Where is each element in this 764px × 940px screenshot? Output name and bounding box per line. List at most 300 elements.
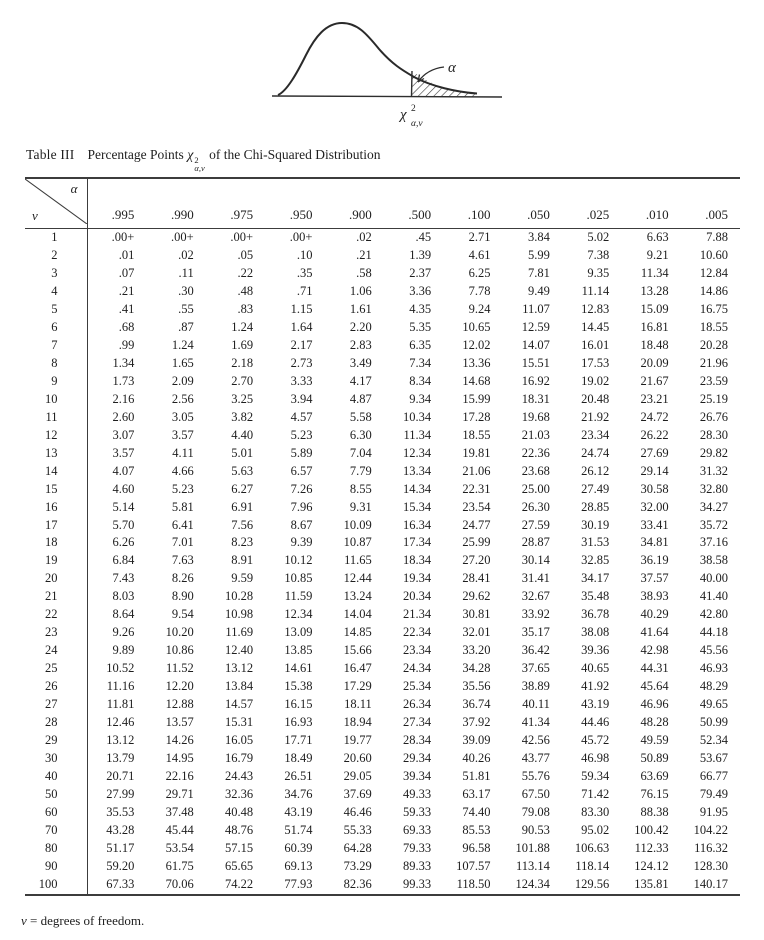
value-cell: 15.09 — [640, 301, 669, 316]
value-cell: 3.82 — [231, 409, 254, 424]
df-cell: 21 — [25, 588, 87, 606]
value-cell: 3.49 — [349, 355, 372, 370]
value-cell: .71 — [296, 283, 313, 298]
value-cell: 29.62 — [462, 589, 491, 604]
value-cell: 15.38 — [284, 679, 313, 694]
value-cell: 10.98 — [224, 607, 254, 622]
value-cell: 71.42 — [581, 787, 610, 802]
df-cell: 100 — [25, 876, 87, 895]
value-cell: 124.12 — [634, 858, 669, 873]
value-cell: 14.45 — [581, 319, 610, 334]
value-cell: 35.17 — [521, 625, 550, 640]
value-cell: 16.15 — [284, 697, 313, 712]
value-cell: 3.36 — [409, 283, 432, 298]
value-cell: 1.24 — [231, 319, 254, 334]
table-row — [25, 373, 740, 391]
value-cell: 74.40 — [462, 805, 491, 819]
value-cell: .07 — [118, 265, 135, 280]
alpha-label: α — [448, 60, 456, 76]
value-cell: 44.46 — [581, 715, 610, 730]
value-cell: 14.07 — [521, 337, 550, 352]
value-cell: 7.88 — [706, 230, 728, 244]
value-cell: 2.70 — [231, 373, 254, 388]
value-cell: 15.31 — [224, 715, 254, 730]
value-cell: 8.55 — [349, 481, 372, 496]
table-row — [25, 463, 740, 481]
value-cell: 18.55 — [462, 427, 491, 442]
value-cell: 59.34 — [581, 769, 610, 784]
value-cell: 7.96 — [290, 499, 313, 514]
value-cell: 33.92 — [521, 607, 550, 622]
value-cell: 11.69 — [225, 625, 254, 640]
value-cell: 42.80 — [699, 607, 728, 622]
value-cell: 18.11 — [344, 697, 372, 712]
value-cell: 12.40 — [224, 643, 254, 658]
value-cell: 28.41 — [462, 571, 491, 586]
value-cell: 28.30 — [699, 427, 728, 442]
value-cell: 4.61 — [468, 247, 491, 262]
value-cell: .00+ — [289, 230, 313, 244]
value-cell: 8.34 — [409, 373, 432, 388]
df-cell: 27 — [25, 696, 87, 714]
value-cell: 40.11 — [522, 697, 550, 712]
df-cell: 26 — [25, 678, 87, 696]
value-cell: 34.81 — [640, 535, 669, 550]
value-cell: 1.61 — [349, 301, 372, 316]
value-cell: 43.19 — [284, 805, 313, 819]
value-cell: 32.85 — [581, 553, 610, 568]
table-row — [25, 768, 740, 786]
table-row — [25, 552, 740, 570]
value-cell: .87 — [178, 319, 194, 334]
value-cell: 45.72 — [581, 733, 610, 748]
value-cell: 5.89 — [290, 445, 313, 460]
value-cell: 20.28 — [699, 337, 728, 352]
value-cell: 4.60 — [112, 481, 135, 496]
value-cell: 9.39 — [290, 535, 313, 550]
value-cell: 12.02 — [462, 337, 491, 352]
value-cell: 8.90 — [171, 589, 194, 604]
value-cell: 17.34 — [403, 535, 432, 550]
value-cell: 24.34 — [403, 661, 432, 676]
value-cell: 6.63 — [646, 230, 669, 244]
value-cell: 40.26 — [462, 751, 491, 766]
value-cell: .35 — [296, 265, 313, 280]
value-cell: 3.94 — [290, 391, 313, 406]
value-cell: 40.00 — [699, 571, 728, 586]
df-cell: 5 — [25, 301, 87, 319]
value-cell: 7.04 — [349, 445, 372, 460]
value-cell: 8.23 — [231, 535, 254, 550]
value-cell: 5.35 — [409, 319, 432, 334]
table-row — [25, 804, 740, 822]
table-row — [25, 427, 740, 445]
table-corner-cell — [25, 178, 87, 229]
value-cell: 5.58 — [349, 409, 372, 424]
df-cell: 23 — [25, 624, 87, 642]
value-cell: 22.31 — [462, 481, 491, 496]
value-cell: 43.19 — [581, 697, 610, 712]
value-cell: 9.59 — [231, 571, 254, 586]
value-cell: 52.34 — [699, 733, 728, 748]
value-cell: 13.12 — [224, 661, 254, 676]
corner-nu-label: ν — [32, 208, 38, 223]
value-cell: 77.93 — [284, 876, 313, 891]
density-curve — [278, 23, 477, 95]
value-cell: 11.81 — [106, 697, 135, 712]
caption-prefix: Percentage Points — [87, 147, 184, 162]
corner-alpha-label: α — [70, 181, 78, 196]
table-row — [25, 714, 740, 732]
value-cell: 13.36 — [462, 355, 491, 370]
value-cell: .02 — [178, 247, 194, 262]
df-cell: 13 — [25, 445, 87, 463]
df-cell: 30 — [25, 750, 87, 768]
value-cell: 35.48 — [581, 589, 610, 604]
value-cell: 20.71 — [106, 769, 135, 784]
density-curve-svg — [260, 5, 520, 133]
value-cell: 18.49 — [284, 751, 313, 766]
value-cell: 3.57 — [171, 427, 194, 442]
value-cell: 16.92 — [521, 373, 550, 388]
alpha-column-header: .010 — [621, 178, 680, 229]
value-cell: 10.86 — [165, 643, 194, 658]
value-cell: 39.09 — [462, 733, 491, 748]
value-cell: 4.66 — [171, 463, 194, 478]
value-cell: 26.12 — [581, 463, 610, 478]
value-cell: 26.34 — [403, 697, 432, 712]
value-cell: .83 — [237, 301, 254, 316]
value-cell: 12.84 — [699, 265, 728, 280]
value-cell: 1.64 — [290, 319, 313, 334]
value-cell: 36.74 — [462, 697, 491, 712]
value-cell: 23.34 — [581, 427, 610, 442]
value-cell: 49.33 — [403, 787, 432, 802]
value-cell: 7.81 — [528, 265, 550, 280]
value-cell: .30 — [178, 283, 194, 298]
value-cell: 91.95 — [699, 805, 728, 819]
table-row — [25, 840, 740, 858]
value-cell: 63.69 — [640, 769, 669, 784]
value-cell: 9.49 — [528, 283, 550, 298]
df-cell: 40 — [25, 768, 87, 786]
value-cell: 59.20 — [106, 858, 135, 873]
value-cell: 16.05 — [224, 733, 254, 748]
value-cell: 15.99 — [462, 391, 491, 406]
value-cell: 37.69 — [343, 787, 372, 802]
df-cell: 6 — [25, 319, 87, 337]
chi-squared-density-sketch — [260, 5, 520, 133]
value-cell: 9.89 — [112, 643, 135, 658]
value-cell: 113.14 — [515, 858, 550, 873]
value-cell: 49.65 — [699, 697, 728, 712]
value-cell: 9.24 — [468, 301, 491, 316]
table-row — [25, 858, 740, 876]
value-cell: 101.88 — [515, 840, 550, 855]
value-cell: .05 — [237, 247, 254, 262]
value-cell: 13.79 — [106, 751, 135, 766]
value-cell: 19.81 — [462, 445, 491, 460]
df-cell: 22 — [25, 606, 87, 624]
value-cell: 21.67 — [640, 373, 669, 388]
value-cell: 12.34 — [284, 607, 313, 622]
value-cell: 46.93 — [699, 661, 728, 676]
value-cell: 3.07 — [112, 427, 135, 442]
value-cell: 27.69 — [640, 445, 669, 460]
value-cell: 7.63 — [171, 553, 194, 568]
value-cell: 9.54 — [171, 607, 194, 622]
value-cell: 13.85 — [284, 643, 313, 658]
value-cell: 30.81 — [462, 607, 491, 622]
value-cell: 99.33 — [403, 876, 432, 891]
value-cell: 13.34 — [403, 463, 432, 478]
value-cell: 14.26 — [165, 733, 194, 748]
value-cell: 7.38 — [587, 247, 610, 262]
value-cell: 2.73 — [290, 355, 313, 370]
value-cell: 14.85 — [343, 625, 372, 640]
value-cell: 70.06 — [165, 876, 194, 891]
value-cell: 11.52 — [166, 661, 194, 676]
value-cell: 53.67 — [699, 751, 728, 766]
chi-squared-table — [25, 177, 740, 896]
value-cell: 16.01 — [581, 337, 610, 352]
df-cell: 17 — [25, 517, 87, 535]
table-row — [25, 319, 740, 337]
value-cell: 24.43 — [224, 769, 254, 784]
value-cell: 25.34 — [403, 679, 432, 694]
value-cell: 7.56 — [231, 517, 254, 532]
value-cell: 45.44 — [165, 822, 194, 837]
value-cell: 18.31 — [521, 391, 550, 406]
value-cell: 11.65 — [344, 553, 372, 568]
value-cell: 5.99 — [528, 247, 550, 262]
df-cell: 50 — [25, 786, 87, 804]
table-row — [25, 624, 740, 642]
table-row — [25, 229, 740, 247]
value-cell: 24.74 — [581, 445, 610, 460]
value-cell: 37.65 — [521, 661, 550, 676]
value-cell: 45.64 — [640, 679, 669, 694]
value-cell: 41.40 — [699, 589, 728, 604]
value-cell: 27.49 — [581, 481, 610, 496]
value-cell: 61.75 — [165, 858, 194, 873]
value-cell: 64.28 — [343, 840, 372, 855]
value-cell: 16.47 — [343, 661, 372, 676]
value-cell: 2.09 — [171, 373, 194, 388]
value-cell: 11.07 — [522, 301, 550, 316]
value-cell: 3.25 — [231, 391, 254, 406]
value-cell: 2.71 — [468, 230, 491, 244]
value-cell: 3.05 — [171, 409, 194, 424]
value-cell: 15.34 — [403, 499, 432, 514]
value-cell: 13.28 — [640, 283, 669, 298]
value-cell: 135.81 — [634, 876, 669, 891]
value-cell: 8.64 — [112, 607, 135, 622]
value-cell: 42.98 — [640, 643, 669, 658]
value-cell: 51.17 — [106, 840, 135, 855]
value-cell: 34.76 — [284, 787, 313, 802]
df-cell: 11 — [25, 409, 87, 427]
value-cell: 20.60 — [343, 751, 372, 766]
value-cell: 9.35 — [587, 265, 610, 280]
value-cell: 40.48 — [224, 805, 254, 819]
value-cell: 30.58 — [640, 481, 669, 496]
value-cell: 6.30 — [349, 427, 372, 442]
alpha-column-header: .990 — [146, 178, 205, 229]
table-row — [25, 732, 740, 750]
value-cell: .99 — [118, 337, 135, 352]
df-cell: 19 — [25, 552, 87, 570]
value-cell: 96.58 — [462, 840, 491, 855]
value-cell: .10 — [296, 247, 313, 262]
alpha-column-header: .025 — [562, 178, 621, 229]
value-cell: 8.03 — [112, 589, 135, 604]
value-cell: 32.67 — [521, 589, 550, 604]
df-cell: 3 — [25, 265, 87, 283]
value-cell: 35.53 — [106, 805, 135, 819]
footnote-text: = degrees of freedom. — [30, 913, 145, 928]
value-cell: 39.34 — [403, 769, 432, 784]
alpha-column-header: .950 — [265, 178, 324, 229]
value-cell: .45 — [415, 230, 432, 244]
value-cell: 7.01 — [171, 535, 194, 550]
value-cell: 18.94 — [343, 715, 372, 730]
value-cell: 14.04 — [343, 607, 372, 622]
table-row — [25, 337, 740, 355]
value-cell: 21.06 — [462, 463, 491, 478]
value-cell: 90.53 — [521, 822, 550, 837]
table-row — [25, 283, 740, 301]
value-cell: 89.33 — [403, 858, 432, 873]
value-cell: 46.46 — [343, 805, 372, 819]
df-cell: 4 — [25, 283, 87, 301]
value-cell: 38.89 — [521, 679, 550, 694]
value-cell: 48.76 — [224, 822, 254, 837]
df-cell: 9 — [25, 373, 87, 391]
value-cell: 3.33 — [290, 373, 313, 388]
value-cell: 20.09 — [640, 355, 669, 370]
table-row — [25, 499, 740, 517]
value-cell: 7.34 — [409, 355, 432, 370]
value-cell: 3.57 — [112, 445, 135, 460]
value-cell: 10.09 — [343, 517, 372, 532]
value-cell: 74.22 — [224, 876, 254, 891]
value-cell: 2.56 — [171, 391, 194, 406]
value-cell: 6.26 — [112, 535, 135, 550]
value-cell: 1.06 — [349, 283, 372, 298]
value-cell: .68 — [118, 319, 135, 334]
value-cell: 23.68 — [521, 463, 550, 478]
value-cell: 10.20 — [165, 625, 194, 640]
df-cell: 90 — [25, 858, 87, 876]
value-cell: 1.73 — [112, 373, 135, 388]
df-cell: 15 — [25, 481, 87, 499]
value-cell: 30.19 — [581, 517, 610, 532]
value-cell: 13.09 — [284, 625, 313, 640]
df-cell: 14 — [25, 463, 87, 481]
value-cell: 5.14 — [112, 499, 135, 514]
value-cell: 65.65 — [224, 858, 254, 873]
value-cell: 13.84 — [224, 679, 254, 694]
value-cell: 10.87 — [343, 535, 372, 550]
value-cell: 44.31 — [640, 661, 669, 676]
value-cell: 21.34 — [403, 607, 432, 622]
value-cell: .00+ — [111, 230, 135, 244]
value-cell: 28.87 — [521, 535, 550, 550]
value-cell: 20.48 — [581, 391, 610, 406]
value-cell: 32.80 — [699, 481, 728, 496]
chi-symbol-sub: α,ν — [411, 119, 423, 129]
x-axis-line — [272, 96, 502, 97]
alpha-column-header: .100 — [443, 178, 502, 229]
value-cell: 5.02 — [587, 230, 610, 244]
value-cell: 27.99 — [106, 787, 135, 802]
value-cell: 45.56 — [699, 643, 728, 658]
value-cell: 30.14 — [521, 553, 550, 568]
value-cell: 17.53 — [581, 355, 610, 370]
value-cell: 16.81 — [640, 319, 669, 334]
value-cell: 16.79 — [224, 751, 254, 766]
value-cell: .01 — [118, 247, 135, 262]
chi-sup: 2 — [194, 155, 199, 165]
value-cell: 6.35 — [409, 337, 432, 352]
value-cell: 23.21 — [640, 391, 669, 406]
value-cell: 10.65 — [462, 319, 491, 334]
value-cell: 85.53 — [462, 822, 491, 837]
value-cell: 67.33 — [106, 876, 135, 891]
value-cell: 1.39 — [409, 247, 432, 262]
value-cell: 2.17 — [290, 337, 313, 352]
value-cell: 38.93 — [640, 589, 669, 604]
value-cell: 5.23 — [171, 481, 194, 496]
value-cell: 19.68 — [521, 409, 550, 424]
value-cell: 10.28 — [224, 589, 254, 604]
value-cell: 57.15 — [224, 840, 254, 855]
value-cell: 7.26 — [290, 481, 313, 496]
value-cell: 3.84 — [528, 230, 550, 244]
table-row — [25, 588, 740, 606]
table-row — [25, 696, 740, 714]
value-cell: 7.79 — [349, 463, 372, 478]
df-cell: 20 — [25, 570, 87, 588]
value-cell: 43.28 — [106, 822, 135, 837]
value-cell: 8.26 — [171, 571, 194, 586]
value-cell: 33.20 — [462, 643, 491, 658]
df-cell: 1 — [25, 229, 87, 247]
value-cell: 118.50 — [456, 876, 491, 891]
value-cell: 34.17 — [581, 571, 610, 586]
table-title — [26, 147, 738, 172]
value-cell: 20.34 — [403, 589, 432, 604]
value-cell: 63.17 — [462, 787, 491, 802]
value-cell: 15.66 — [343, 643, 372, 658]
table-row — [25, 301, 740, 319]
table-caption — [87, 147, 381, 173]
df-cell: 16 — [25, 499, 87, 517]
value-cell: .41 — [118, 301, 135, 316]
value-cell: .21 — [118, 283, 135, 298]
value-cell: 33.41 — [640, 517, 669, 532]
value-cell: 16.34 — [403, 517, 432, 532]
value-cell: 95.02 — [581, 822, 610, 837]
value-cell: 19.02 — [581, 373, 610, 388]
value-cell: 44.18 — [699, 625, 728, 640]
caption-suffix: of the Chi-Squared Distribution — [209, 147, 381, 162]
value-cell: 18.55 — [699, 319, 728, 334]
value-cell: 36.42 — [521, 643, 550, 658]
critical-value-line — [412, 71, 413, 97]
value-cell: 6.25 — [468, 265, 491, 280]
